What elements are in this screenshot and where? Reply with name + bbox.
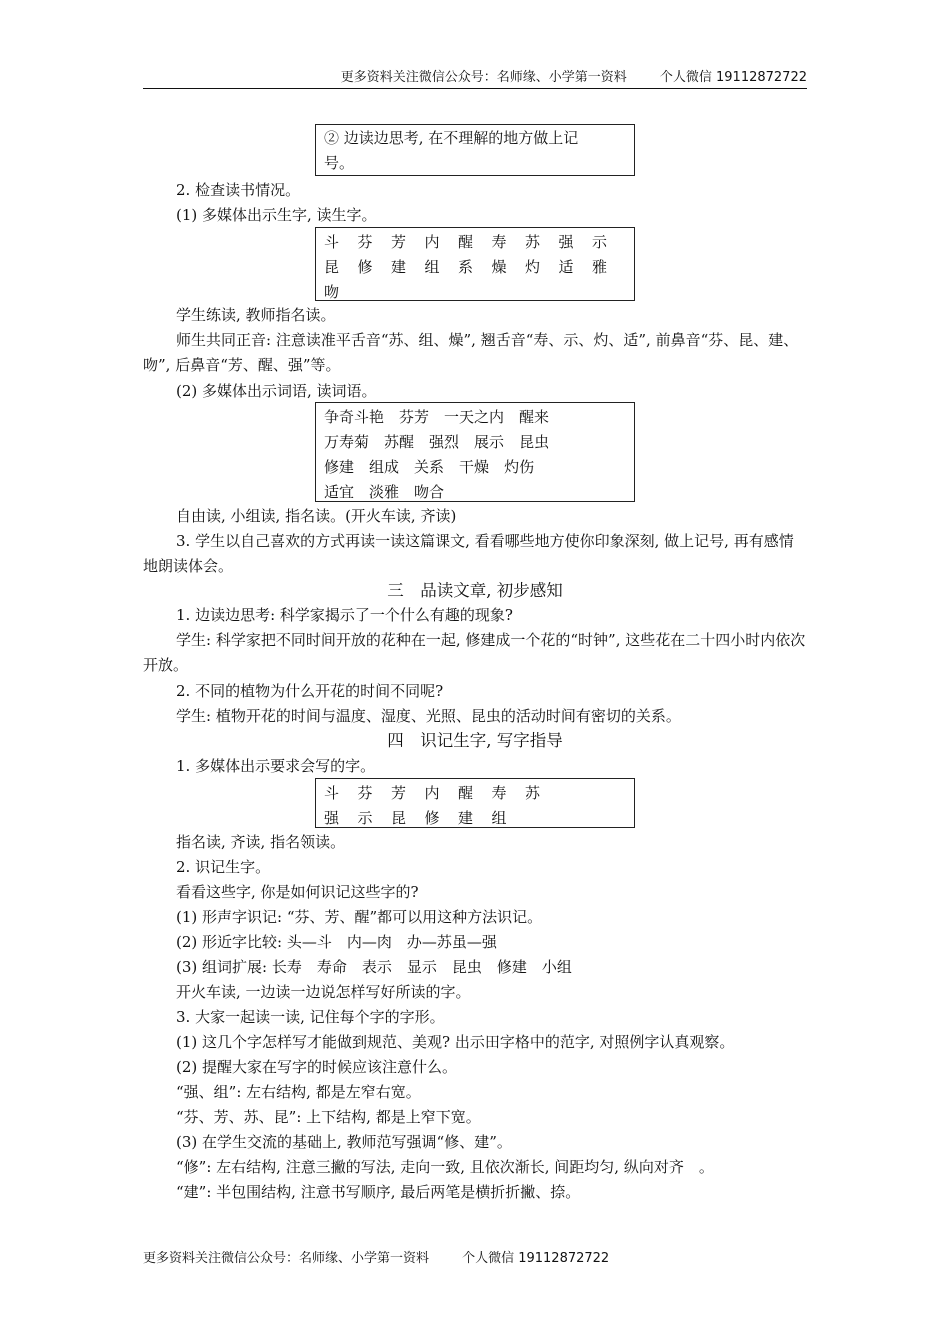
char: 寿 — [491, 784, 507, 802]
word-row-1 — [324, 405, 626, 430]
page-footer — [143, 1247, 609, 1266]
char: 昆 — [324, 258, 340, 276]
section-4-step-2-a: (1) 形声字识记: “芬、芳、醒”都可以用这种方法识记。 — [176, 908, 543, 926]
char: 吻 — [324, 283, 340, 301]
char: 斗 — [324, 784, 340, 802]
reading-tip-box — [315, 124, 635, 176]
word: 关系 — [414, 458, 445, 476]
section-4-step-3: 3. 大家一起读一读, 记住每个字的字形。 — [176, 1008, 445, 1026]
char: 芬 — [357, 233, 373, 251]
char: 强 — [324, 809, 340, 827]
footer-contact: 个人微信 19112872722 — [462, 1251, 610, 1266]
section-4-step-3-c: “强、组”: 左右结构, 都是左窄右宽。 — [176, 1083, 421, 1101]
page-header — [143, 66, 807, 89]
section-3-title: 三 品读文章, 初步感知 — [387, 581, 563, 600]
word: 昆虫 — [519, 433, 550, 451]
word-row-4 — [324, 480, 626, 505]
char: 组 — [424, 258, 440, 276]
practice-line: 学生练读, 教师指名读。 — [176, 306, 336, 324]
char: 系 — [458, 258, 474, 276]
reading-tip-line-1: ② 边读边思考, 在不理解的地方做上记 — [324, 129, 579, 147]
write-row-1 — [324, 781, 626, 806]
section-4-step-3-f: “修”: 左右结构, 注意三撇的写法, 走向一致, 且依次渐长, 间距均匀, 纵向对齐 。 — [176, 1158, 714, 1176]
pronunciation-paragraph: 师生共同正音: 注意读准平舌音“苏、组、燥”, 翘舌音“寿、示、灼、适”, 前鼻音“芬、昆、建、吻”, 后鼻音“芳、醒、强”等。 — [143, 331, 799, 374]
word: 强烈 — [429, 433, 460, 451]
section-3-question-2: 2. 不同的植物为什么开花的时间不同呢? — [176, 682, 444, 700]
section-4-step-3-d: “芬、芳、苏、昆”: 上下结构, 都是上窄下宽。 — [176, 1108, 481, 1126]
word: 干燥 — [459, 458, 490, 476]
word: 淡雅 — [369, 483, 400, 501]
section-4-step-3-a: (1) 这几个字怎样写才能做到规范、美观? 出示田字格中的范字, 对照例字认真观察。 — [176, 1033, 735, 1051]
char: 雅 — [592, 258, 608, 276]
char: 醒 — [458, 784, 474, 802]
char: 内 — [424, 784, 440, 802]
char: 苏 — [525, 233, 541, 251]
char: 昆 — [391, 809, 407, 827]
char: 斗 — [324, 233, 340, 251]
char: 苏 — [525, 784, 541, 802]
char: 修 — [424, 809, 440, 827]
header-text: 更多资料关注微信公众号：名师缘、小学第一资料 — [340, 70, 627, 85]
char-row-2 — [324, 255, 626, 280]
writing-characters-box — [315, 778, 635, 828]
word: 组成 — [369, 458, 400, 476]
step-2-heading: 2. 检查读书情况。 — [176, 181, 301, 199]
word: 苏醒 — [384, 433, 415, 451]
footer-spacer — [429, 1251, 462, 1266]
char: 示 — [357, 809, 373, 827]
section-4-read: 指名读, 齐读, 指名领读。 — [176, 833, 346, 851]
section-3-question-1: 1. 边读边思考: 科学家揭示了一个什么有趣的现象? — [176, 606, 513, 624]
char: 修 — [357, 258, 373, 276]
section-4-step-2-b: (2) 形近字比较: 头—斗 内—肉 办—苏虽—强 — [176, 933, 497, 951]
char: 适 — [558, 258, 574, 276]
section-4-step-1: 1. 多媒体出示要求会写的字。 — [176, 757, 376, 775]
header-spacer — [627, 70, 660, 85]
read-modes-line: 自由读, 小组读, 指名读。(开火车读, 齐读) — [176, 507, 457, 525]
word-row-3 — [324, 455, 626, 480]
write-row-2 — [324, 806, 626, 831]
char: 组 — [491, 809, 507, 827]
section-3-answer-2: 学生: 植物开花的时间与温度、湿度、光照、昆虫的活动时间有密切的关系。 — [176, 707, 681, 725]
char: 示 — [592, 233, 608, 251]
char: 醒 — [458, 233, 474, 251]
step-2-2: (2) 多媒体出示词语, 读词语。 — [176, 382, 377, 400]
char: 寿 — [491, 233, 507, 251]
word: 一天之内 — [444, 408, 505, 426]
header-contact: 个人微信 19112872722 — [659, 70, 807, 85]
section-4-step-2: 2. 识记生字。 — [176, 858, 271, 876]
char: 燥 — [491, 258, 507, 276]
footer-text: 更多资料关注微信公众号：名师缘、小学第一资料 — [143, 1251, 430, 1266]
word: 万寿菊 — [324, 433, 370, 451]
section-3-answer-1: 学生: 科学家把不同时间开放的花种在一起, 修建成一个花的“时钟”, 这些花在二十四小时内依次开放。 — [143, 631, 806, 674]
word: 芬芳 — [399, 408, 430, 426]
word: 适宜 — [324, 483, 355, 501]
section-4-step-3-e: (3) 在学生交流的基础上, 教师范写强调“修、建”。 — [176, 1133, 512, 1151]
word: 醒来 — [519, 408, 550, 426]
vocabulary-box — [315, 402, 635, 502]
char: 强 — [558, 233, 574, 251]
char: 灼 — [525, 258, 541, 276]
step-2-1: (1) 多媒体出示生字, 读生字。 — [176, 206, 377, 224]
reading-tip-line-2: 号。 — [324, 154, 355, 172]
char: 建 — [391, 258, 407, 276]
section-4-step-2-question: 看看这些字, 你是如何识记这些字的? — [176, 883, 419, 901]
word: 修建 — [324, 458, 355, 476]
section-4-title: 四 识记生字, 写字指导 — [387, 731, 563, 750]
word: 灼伤 — [504, 458, 535, 476]
char: 芳 — [391, 784, 407, 802]
word: 展示 — [474, 433, 505, 451]
section-4-step-2-d: 开火车读, 一边读一边说怎样写好所读的字。 — [176, 983, 471, 1001]
char: 内 — [424, 233, 440, 251]
section-4-step-2-c: (3) 组词扩展: 长寿 寿命 表示 显示 昆虫 修建 小组 — [176, 958, 572, 976]
word: 争奇斗艳 — [324, 408, 385, 426]
char: 芬 — [357, 784, 373, 802]
char-row-3 — [324, 280, 626, 305]
char: 建 — [458, 809, 474, 827]
section-4-step-3-b: (2) 提醒大家在写字的时候应该注意什么。 — [176, 1058, 458, 1076]
step-3-paragraph: 3. 学生以自己喜欢的方式再读一读这篇课文, 看看哪些地方使你印象深刻, 做上记号, 再有感情地朗读体会。 — [143, 532, 794, 575]
word: 吻合 — [414, 483, 445, 501]
new-characters-box — [315, 227, 635, 301]
char: 芳 — [391, 233, 407, 251]
section-4-step-3-g: “建”: 半包围结构, 注意书写顺序, 最后两笔是横折折撇、捺。 — [176, 1183, 581, 1201]
word-row-2 — [324, 430, 626, 455]
char-row-1 — [324, 230, 626, 255]
